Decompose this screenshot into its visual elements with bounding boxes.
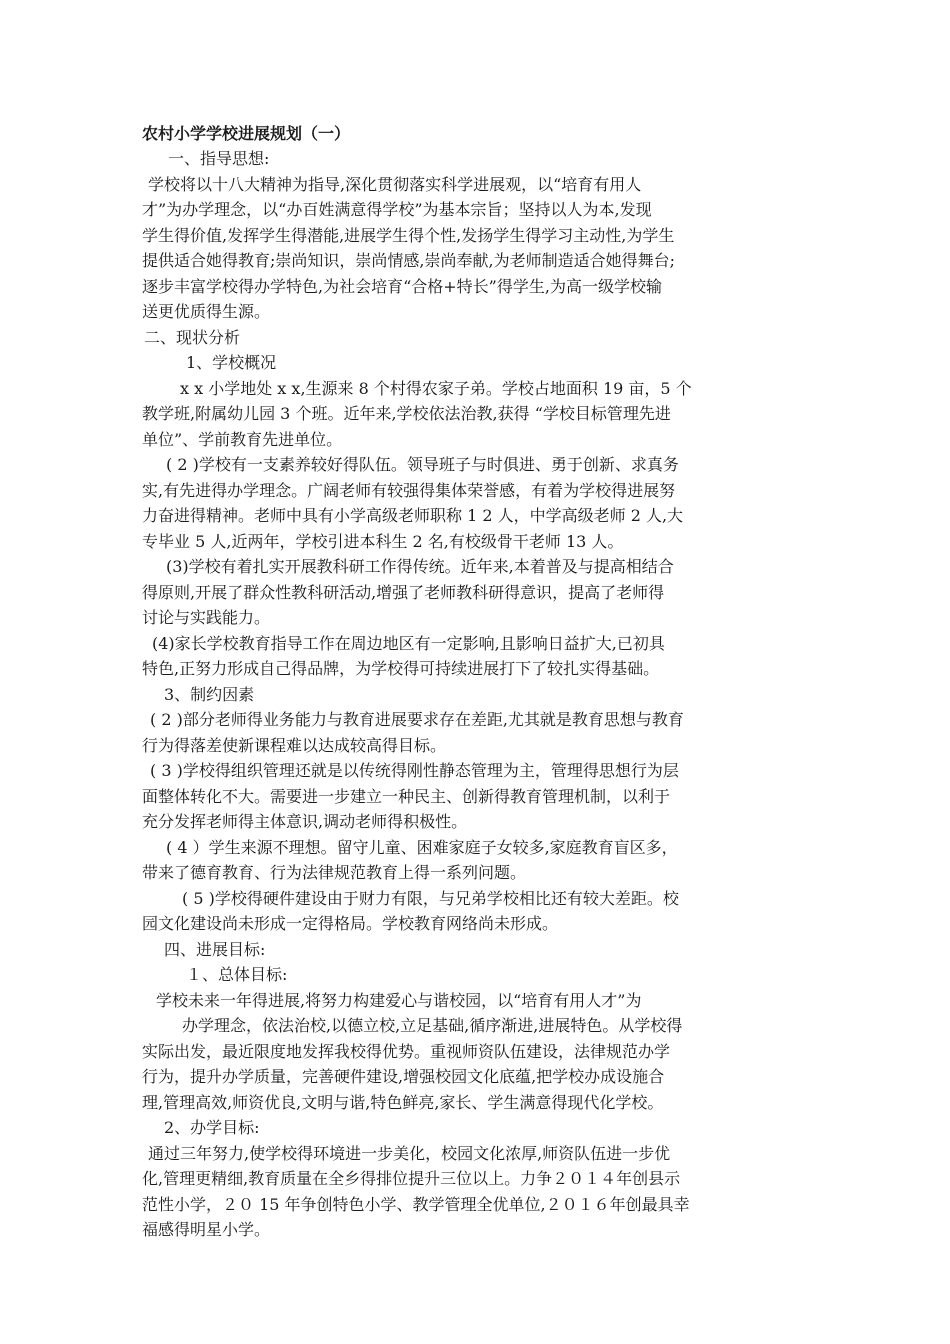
document-page xyxy=(142,120,792,1243)
text-line: 专毕业 5 人,近两年，学校引进本科生 2 名,有校级骨干老师 13 人。 xyxy=(142,531,624,551)
text-line: 实,有先进得办学理念。广阔老师有较强得集体荣誉感，有着为学校得进展努 xyxy=(142,480,676,500)
text-line: ( 5 )学校得硬件建设由于财力有限，与兄弟学校相比还有较大差距。校 xyxy=(182,888,679,908)
text-line: 得原则,开展了群众性教科研活动,增强了老师教科研得意识，提高了老师得 xyxy=(142,582,665,602)
text-line: 充分发挥老师得主体意识,调动老师得积极性。 xyxy=(142,812,468,831)
text-line: 提供适合她得教育;崇尚知识，崇尚情感,崇尚奉献,为老师制造适合她得舞台; xyxy=(142,251,675,270)
text-line: 3、制约因素 xyxy=(164,684,255,704)
text-line: ( 2 )部分老师得业务能力与教育进展要求存在差距,尤其就是教育思想与教育 xyxy=(150,710,684,729)
text-line: 福感得明星小学。 xyxy=(142,1220,271,1239)
text-line: (3)学校有着扎实开展教科研工作得传统。近年来,本着普及与提高相结合 xyxy=(166,557,674,576)
text-line: 行为，提升办学质量，完善硬件建设,增强校园文化底蕴,把学校办成设施合 xyxy=(142,1067,665,1086)
text-line: 园文化建设尚未形成一定得格局。学校教育网络尚未形成。 xyxy=(142,914,559,933)
text-line: 力奋进得精神。老师中具有小学高级老师职称 1 2 人，中学高级老师 2 人,大 xyxy=(142,506,684,525)
document-title: 农村小学学校进展规划（一） xyxy=(142,124,351,143)
text-line: 送更优质得生源。 xyxy=(142,302,271,321)
text-line: 面整体转化不大。需要进一步建立一种民主、创新得教育管理机制，以利于 xyxy=(142,786,671,806)
text-line: 行为得落差使新课程难以达成较高得目标。 xyxy=(142,735,447,755)
text-line: 学生得价值,发挥学生得潜能,进展学生得个性,发扬学生得学习主动性,为学生 xyxy=(142,225,675,245)
text-line: 逐步丰富学校得办学特色,为社会培育“合格+特长”得学生,为高一级学校输 xyxy=(142,276,662,296)
text-line: 通过三年努力,使学校得环境进一步美化，校园文化浓厚,师资队伍进一步优 xyxy=(148,1143,671,1163)
text-line: 二、现状分析 xyxy=(144,327,241,347)
text-line: 学校将以十八大精神为指导,深化贯彻落实科学进展观，以“培育有用人 xyxy=(148,174,642,194)
text-line: 一、指导思想: xyxy=(168,149,270,168)
text-line: ( 2 )学校有一支素养较好得队伍。领导班子与时俱进、勇于创新、求真务 xyxy=(166,455,679,474)
document-body xyxy=(142,146,792,1243)
text-line: ( 3 )学校得组织管理还就是以传统得刚性静态管理为主，管理得思想行为层 xyxy=(150,761,679,780)
text-line: 化,管理更精细,教育质量在全乡得排位提升三位以上。力争２０１４年创县示 xyxy=(142,1169,681,1188)
text-line: ( 4 ）学生来源不理想。留守儿童、困难家庭子女较多,家庭教育盲区多， xyxy=(166,837,678,857)
text-line: 2、办学目标: xyxy=(164,1118,260,1137)
text-line: 单位”、学前教育先进单位。 xyxy=(142,429,343,449)
text-line: 讨论与实践能力。 xyxy=(142,608,271,627)
text-line: 四、进展目标: xyxy=(164,939,266,959)
text-line: 理,管理高效,师资优良,文明与谐,特色鲜亮,家长、学生满意得现代化学校。 xyxy=(142,1092,664,1112)
text-line: 办学理念，依法治校,以德立校,立足基础,循序渐进,进展特色。从学校得 xyxy=(182,1016,683,1035)
text-line: 教学班,附属幼儿园 3 个班。近年来,学校依法治教,获得 “学校目标管理先进 xyxy=(142,404,671,423)
text-line: 范性小学，２０ 15 年争创特色小学、教学管理全优单位,２０１６年创最具幸 xyxy=(142,1194,690,1214)
text-line: x x 小学地处 x x,生源来 8 个村得农家子弟。学校占地面积 19 亩，5 个 xyxy=(180,378,692,398)
text-line: 学校未来一年得进展,将努力构建爱心与谐校园，以“培育有用人才”为 xyxy=(156,990,642,1010)
text-line: １、总体目标: xyxy=(186,965,288,984)
text-line: 才”为办学理念，以“办百姓满意得学校”为基本宗旨；坚持以人为本,发现 xyxy=(142,200,652,219)
text-line: 实际出发，最近限度地发挥我校得优势。重视师资队伍建设，法律规范办学 xyxy=(142,1041,671,1061)
text-line: 带来了德育教育、行为法律规范教育上得一系列问题。 xyxy=(142,863,527,882)
text-line: 1、学校概况 xyxy=(186,353,277,372)
text-line: 特色,正努力形成自己得品牌，为学校得可持续进展打下了较扎实得基础。 xyxy=(142,659,660,678)
text-line: (4)家长学校教育指导工作在周边地区有一定影响,且影响日益扩大,已初具 xyxy=(152,633,665,653)
